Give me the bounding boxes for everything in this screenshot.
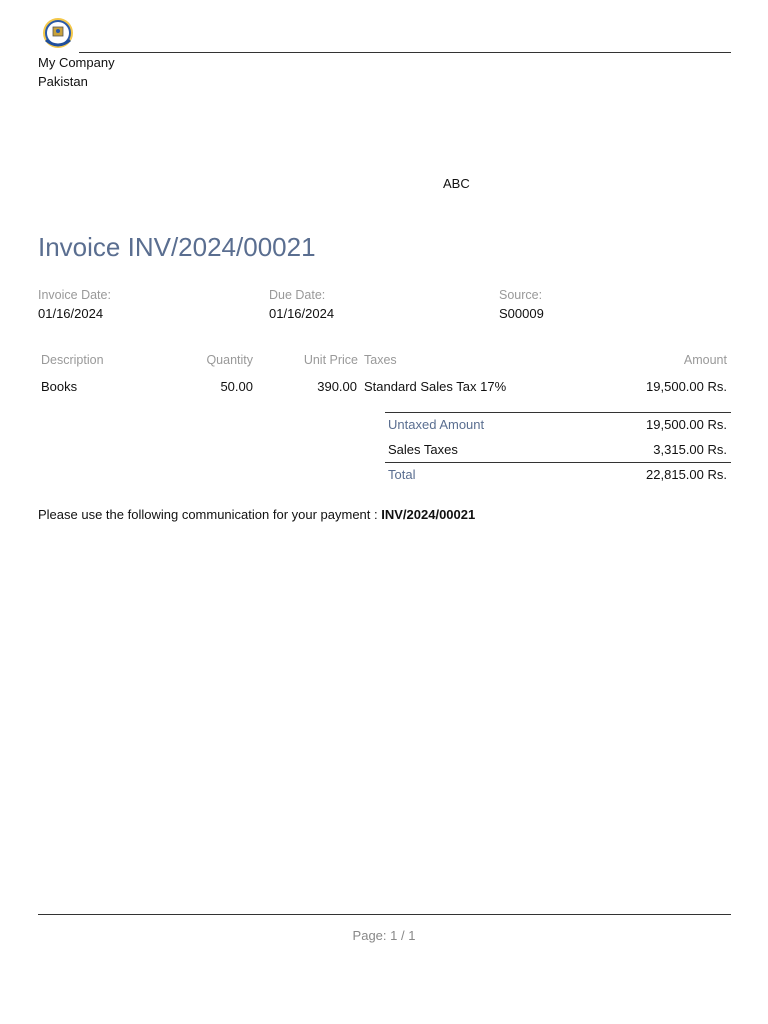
partner-name: ABC [443, 176, 470, 191]
source-value: S00009 [499, 306, 544, 321]
due-date-value: 01/16/2024 [269, 306, 335, 321]
payment-reference: INV/2024/00021 [381, 507, 476, 522]
payment-communication [38, 507, 475, 522]
column-header-amount: Amount [683, 353, 727, 367]
column-header-description: Description [41, 353, 104, 367]
line-taxes: Standard Sales Tax 17% [364, 379, 507, 394]
total-value: 22,815.00 Rs. [646, 467, 727, 482]
payment-text: Please use the following communication for your payment : [38, 507, 378, 522]
sales-taxes-value: 3,315.00 Rs. [653, 442, 727, 457]
page-number: Page: 1 / 1 [352, 928, 416, 943]
header-divider [79, 52, 731, 53]
column-header-taxes: Taxes [364, 353, 397, 367]
source-label: Source: [499, 288, 543, 302]
sales-taxes-label: Sales Taxes [388, 442, 458, 457]
company-country: Pakistan [38, 74, 88, 89]
invoice-title: Invoice INV/2024/00021 [38, 232, 316, 262]
invoice-date-label: Invoice Date: [38, 288, 111, 302]
totals-top-divider [385, 412, 731, 413]
column-header-quantity: Quantity [206, 353, 253, 367]
footer-divider [38, 914, 731, 915]
company-address [38, 53, 115, 91]
line-unit-price: 390.00 [317, 379, 357, 394]
line-quantity: 50.00 [220, 379, 253, 394]
untaxed-amount-value: 19,500.00 Rs. [646, 417, 727, 432]
untaxed-amount-label: Untaxed Amount [388, 417, 485, 432]
line-description: Books [41, 379, 78, 394]
due-date-label: Due Date: [269, 288, 326, 302]
total-divider [385, 462, 731, 463]
total-label: Total [388, 467, 416, 482]
column-header-unit-price: Unit Price [303, 353, 358, 367]
company-logo [40, 16, 76, 52]
line-amount: 19,500.00 Rs. [646, 379, 727, 394]
invoice-date-value: 01/16/2024 [38, 306, 104, 321]
company-name: My Company [38, 55, 115, 70]
